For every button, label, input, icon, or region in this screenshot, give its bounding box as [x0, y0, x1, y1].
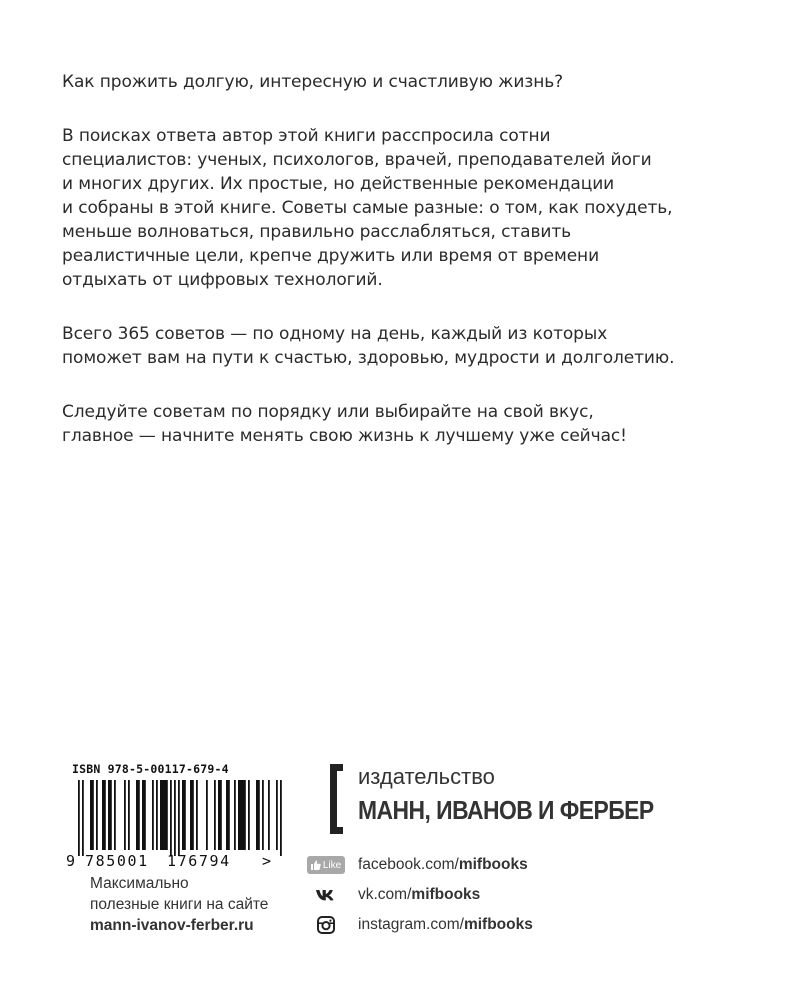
- barcode-bar: [178, 780, 180, 856]
- barcode-bar: [256, 780, 260, 850]
- book-description: [62, 70, 702, 478]
- barcode-bar: [152, 780, 154, 850]
- vk-link[interactable]: [358, 886, 480, 904]
- barcode-bar: [174, 780, 176, 856]
- barcode-bar: [214, 780, 216, 850]
- barcode-bar: [226, 780, 230, 850]
- tagline-line-1: Максимально: [90, 875, 189, 892]
- website-tagline: [90, 873, 268, 936]
- barcode-bar: [206, 780, 208, 850]
- barcode-bar: [108, 780, 112, 850]
- barcode-bar: [170, 780, 172, 856]
- barcode-bar: [156, 780, 158, 850]
- isbn-label: ISBN 978-5-00117-679-4: [72, 762, 229, 776]
- isbn-barcode: [66, 780, 286, 870]
- instagram-icon: [317, 916, 335, 934]
- text-line: В поисках ответа автор этой книги расспросила сотни: [62, 126, 551, 146]
- text-line: Следуйте советам по порядку или выбирайте на свой вкус,: [62, 402, 594, 422]
- facebook-link[interactable]: [358, 856, 528, 874]
- text-line: Всего 365 советов — по одному на день, каждый из которых: [62, 324, 608, 344]
- text-line: специалистов: ученых, психологов, врачей, преподавателей йоги: [62, 150, 652, 170]
- vk-prefix: vk.com/: [358, 886, 412, 903]
- barcode-bar: [196, 780, 198, 850]
- description-paragraph-3: [62, 322, 702, 370]
- text-line: поможет вам на пути к счастью, здоровью, мудрости и долголетию.: [62, 348, 675, 368]
- barcode-bar: [90, 780, 94, 850]
- publisher-name: МАНН, ИВАНОВ И ФЕРБЕР: [358, 795, 654, 825]
- text-line: меньше волноваться, правильно расслабляться, ставить: [62, 222, 572, 242]
- social-row-facebook[interactable]: [300, 850, 770, 880]
- barcode-bar: [218, 780, 222, 850]
- description-paragraph-1: [62, 70, 702, 94]
- barcode-bar: [124, 780, 126, 850]
- social-row-vk[interactable]: [300, 880, 770, 910]
- barcode-bar: [102, 780, 106, 850]
- barcode-bar: [78, 780, 80, 856]
- description-paragraph-4: [62, 400, 702, 448]
- facebook-handle: mifbooks: [458, 856, 528, 873]
- website-link[interactable]: mann-ivanov-ferber.ru: [90, 917, 254, 934]
- text-line: отдыхать от цифровых технологий.: [62, 270, 383, 290]
- barcode-bar: [262, 780, 264, 850]
- social-links: [300, 850, 770, 940]
- vk-handle: mifbooks: [411, 886, 481, 903]
- barcode-bar: [234, 780, 236, 850]
- barcode-bar: [82, 780, 84, 856]
- instagram-prefix: instagram.com/: [358, 916, 464, 933]
- barcode-bar: [142, 780, 146, 850]
- barcode-digits-right: 176794: [167, 852, 231, 870]
- barcode-bar: [160, 780, 168, 850]
- publisher-prefix: издательство: [358, 764, 495, 789]
- facebook-prefix: facebook.com/: [358, 856, 459, 873]
- publisher-bracket-icon: [330, 764, 343, 834]
- like-badge-label: Like: [322, 859, 342, 871]
- barcode-bar: [248, 780, 250, 850]
- barcode-digits-left: 785001: [85, 852, 149, 870]
- barcode-bar: [114, 780, 116, 850]
- text-line: Как прожить долгую, интересную и счастливую жизнь?: [62, 72, 564, 92]
- text-line: главное — начните менять свою жизнь к лучшему уже сейчас!: [62, 426, 627, 446]
- barcode-digit-first: 9: [66, 852, 76, 870]
- barcode-bar: [238, 780, 246, 850]
- barcode-bar: [182, 780, 186, 850]
- text-line: и многих других. Их простые, но действенные рекомендации: [62, 174, 615, 194]
- tagline-line-2: полезные книги на сайте: [90, 896, 269, 913]
- barcode-bar: [136, 780, 140, 850]
- barcode-bar: [276, 780, 278, 850]
- social-row-instagram[interactable]: [300, 910, 770, 940]
- barcode-bar: [128, 780, 130, 850]
- barcode-digit-end: >: [262, 852, 272, 870]
- text-line: и собраны в этой книге. Советы самые разные: о том, как похудеть,: [62, 198, 673, 218]
- vk-icon: [315, 888, 337, 902]
- barcode-bar: [190, 780, 194, 850]
- barcode-bar: [96, 780, 98, 850]
- text-line: реалистичные цели, крепче дружить или время от времени: [62, 246, 600, 266]
- instagram-handle: mifbooks: [463, 916, 533, 933]
- description-paragraph-2: [62, 124, 702, 292]
- barcode-bar: [268, 780, 270, 850]
- barcode-bar: [280, 780, 282, 856]
- instagram-link[interactable]: [358, 916, 533, 934]
- facebook-like-icon: [307, 856, 345, 874]
